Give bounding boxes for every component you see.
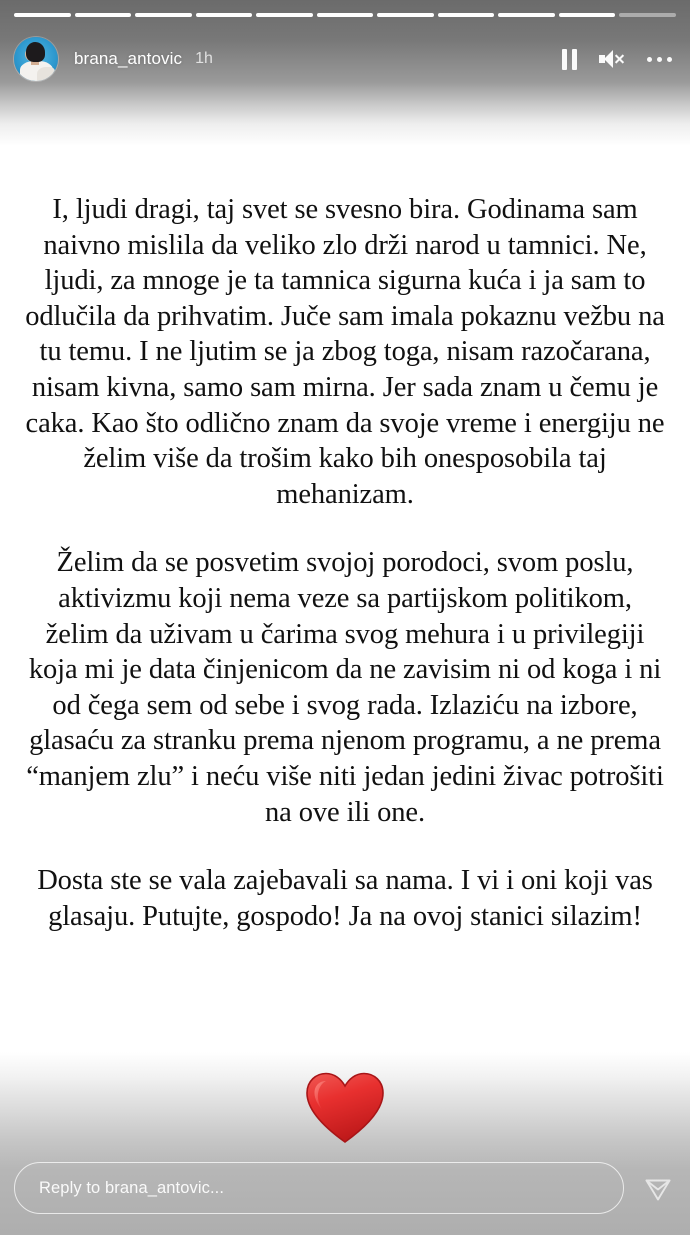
progress-segment[interactable] [256, 13, 313, 17]
progress-segment[interactable] [317, 13, 374, 17]
heart-sticker [0, 1072, 690, 1144]
reply-placeholder: Reply to brana_antovic... [39, 1178, 225, 1197]
progress-segment-upcoming[interactable] [619, 13, 676, 17]
mute-button[interactable] [599, 48, 625, 70]
timestamp-label: 1h [195, 50, 213, 67]
progress-segment[interactable] [438, 13, 495, 17]
username-label[interactable]: brana_antovic [74, 49, 183, 68]
pause-icon [562, 49, 577, 70]
progress-segment[interactable] [196, 13, 253, 17]
avatar[interactable] [14, 37, 58, 81]
story-paragraph: I, ljudi dragi, taj svet se svesno bira. Godinama sam naivno mislila da veliko zlo drži narod u tamnici. Ne, ljudi, za mnoge je ta tamnica sigurna kuća i ja sam to odlučila da prihvatim. Juče sam imala pokaznu vežbu na tu temu. I ne ljutim se ja zbog toga, nisam razočarana, nisam kivna, samo sam mirna. Jer sada znam u čemu je caka. Kao što odlično znam da svoje vreme i energiju ne želim više da trošim kako bih onesposobila taj mehanizam. [25, 194, 665, 510]
story-paragraph: Dosta ste se vala zajebavali sa nama. I vi i oni koji vas glasaju. Putujte, gospodo! Ja na ovoj stanici silazim! [37, 865, 653, 932]
story-progress-bar [14, 13, 676, 17]
ellipsis-icon [647, 57, 672, 62]
send-button[interactable] [640, 1170, 676, 1206]
story-header [0, 28, 690, 90]
progress-segment[interactable] [14, 13, 71, 17]
story-text-block [24, 192, 666, 934]
progress-segment[interactable] [75, 13, 132, 17]
progress-segment[interactable] [135, 13, 192, 17]
reply-input[interactable] [14, 1162, 624, 1214]
reply-bar [0, 1155, 690, 1235]
more-options-button[interactable] [647, 57, 672, 62]
red-heart-icon [306, 1072, 384, 1144]
send-paper-plane-icon [643, 1173, 673, 1203]
progress-segment[interactable] [498, 13, 555, 17]
pause-button[interactable] [562, 49, 577, 70]
avatar-shoulder [37, 67, 55, 81]
progress-segment[interactable] [559, 13, 616, 17]
avatar-hair [26, 42, 45, 62]
story-paragraph: Želim da se posvetim svojoj porodoci, svom poslu, aktivizmu koji nema veze sa partijskom politikom, želim da uživam u čarima svog mehura i u privilegiji koja mi je data činjenicom da ne zavisim ni od koga i ni od čega sem od sebe i svog rada. Izlaziću na izbore, glasaću za stranku prema njenom programu, a ne prema “manjem zlu” i neću više niti jedan jedini živac potrošiti na ove ili one. [26, 547, 664, 828]
speaker-muted-icon [599, 48, 625, 70]
progress-segment[interactable] [377, 13, 434, 17]
